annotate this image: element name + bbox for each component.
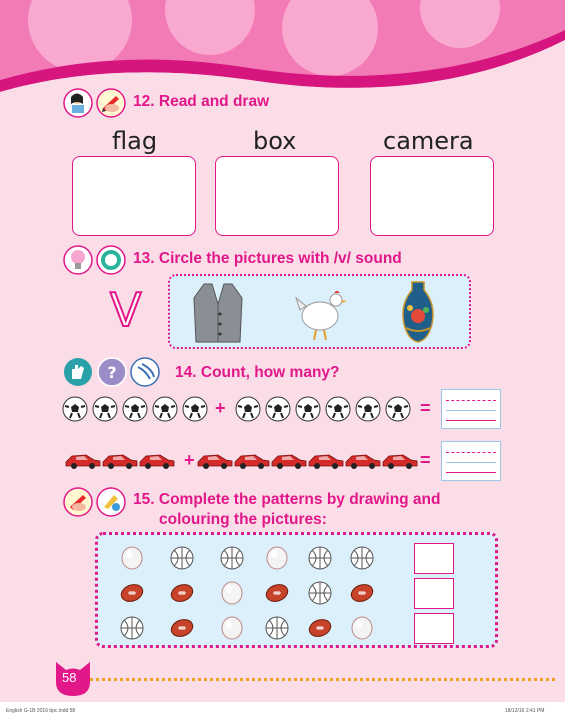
pattern-answer-box-1[interactable] bbox=[414, 543, 454, 574]
pattern-ball-picture bbox=[265, 616, 289, 640]
section-12-title: Read and draw bbox=[158, 93, 270, 110]
section-14-heading bbox=[175, 364, 340, 382]
football-picture bbox=[325, 396, 351, 422]
hen-picture[interactable] bbox=[294, 284, 350, 344]
section-15-title-line1: Complete the patterns by drawing and bbox=[158, 491, 441, 508]
pattern-ball-picture bbox=[170, 546, 194, 570]
word-box: box bbox=[253, 127, 297, 155]
picture-panel bbox=[168, 274, 471, 349]
car-picture bbox=[270, 450, 308, 470]
plus-sign-balls: + bbox=[215, 398, 226, 418]
pattern-ball-picture bbox=[265, 546, 289, 570]
section-13-number: 13. bbox=[133, 250, 155, 267]
pattern-answer-box-3[interactable] bbox=[414, 613, 454, 644]
draw-box-camera[interactable] bbox=[370, 156, 494, 236]
football-picture bbox=[355, 396, 381, 422]
question-icon bbox=[97, 357, 127, 387]
section-15-heading bbox=[133, 490, 441, 530]
car-picture bbox=[344, 450, 382, 470]
glove-icon bbox=[63, 357, 93, 387]
section-13-heading bbox=[133, 250, 402, 268]
letter-v: V bbox=[110, 283, 142, 337]
date-slug: 18/12/16 2:41 PM bbox=[505, 708, 545, 714]
football-picture bbox=[265, 396, 291, 422]
football-picture bbox=[62, 396, 88, 422]
colouring-icon bbox=[96, 487, 126, 517]
pattern-ball-picture bbox=[220, 546, 244, 570]
section-14-number: 14. bbox=[175, 364, 197, 381]
bottom-strip bbox=[0, 702, 565, 720]
bulb-icon bbox=[63, 245, 93, 275]
football-picture bbox=[122, 396, 148, 422]
page-number: 58 bbox=[62, 670, 77, 685]
football-picture bbox=[385, 396, 411, 422]
car-picture bbox=[307, 450, 345, 470]
plus-sign-cars: + bbox=[184, 450, 195, 470]
sound-wave-icon bbox=[130, 357, 160, 387]
section-15-number: 15. bbox=[133, 491, 155, 508]
car-picture bbox=[138, 450, 176, 470]
pattern-ball-picture bbox=[170, 616, 194, 640]
football-picture bbox=[152, 396, 178, 422]
car-picture bbox=[381, 450, 419, 470]
football-picture bbox=[92, 396, 118, 422]
pattern-ball-picture bbox=[308, 546, 332, 570]
car-picture bbox=[233, 450, 271, 470]
pattern-ball-picture bbox=[308, 581, 332, 605]
car-picture bbox=[101, 450, 139, 470]
car-picture bbox=[196, 450, 234, 470]
pattern-ball-picture bbox=[120, 546, 144, 570]
pattern-ball-picture bbox=[120, 616, 144, 640]
pattern-ball-picture bbox=[170, 581, 194, 605]
equals-sign-cars: = bbox=[420, 450, 431, 470]
pattern-ball-picture bbox=[220, 616, 244, 640]
file-slug: English G-1B 2016 bpc.indd 58 bbox=[6, 708, 76, 714]
pattern-answer-box-2[interactable] bbox=[414, 578, 454, 609]
pattern-ball-picture bbox=[220, 581, 244, 605]
ring-icon bbox=[96, 245, 126, 275]
draw-box-box[interactable] bbox=[215, 156, 339, 236]
vest-picture[interactable] bbox=[190, 282, 246, 344]
car-picture bbox=[64, 450, 102, 470]
football-picture bbox=[182, 396, 208, 422]
pattern-ball-picture bbox=[120, 581, 144, 605]
section-12-heading bbox=[133, 93, 269, 111]
footer-dotted-line bbox=[90, 678, 555, 681]
pattern-ball-picture bbox=[350, 581, 374, 605]
crayon-icon bbox=[63, 487, 93, 517]
reading-girl-icon bbox=[63, 88, 93, 118]
answer-box-balls[interactable] bbox=[441, 389, 501, 429]
pattern-ball-picture bbox=[350, 546, 374, 570]
vase-picture[interactable] bbox=[398, 280, 438, 346]
drawing-hand-icon bbox=[96, 88, 126, 118]
football-picture bbox=[295, 396, 321, 422]
pattern-ball-picture bbox=[308, 616, 332, 640]
pattern-ball-picture bbox=[265, 581, 289, 605]
word-camera: camera bbox=[383, 127, 474, 155]
section-12-number: 12. bbox=[133, 93, 155, 110]
equals-sign-balls: = bbox=[420, 398, 431, 418]
word-flag: flag bbox=[112, 127, 158, 155]
section-14-title: Count, how many? bbox=[200, 364, 340, 381]
section-15-title-line2: colouring the pictures: bbox=[159, 511, 327, 528]
section-13-title: Circle the pictures with /v/ sound bbox=[158, 250, 402, 267]
draw-box-flag[interactable] bbox=[72, 156, 196, 236]
football-picture bbox=[235, 396, 261, 422]
pattern-ball-picture bbox=[350, 616, 374, 640]
svg-text:?: ? bbox=[107, 363, 117, 382]
answer-box-cars[interactable] bbox=[441, 441, 501, 481]
